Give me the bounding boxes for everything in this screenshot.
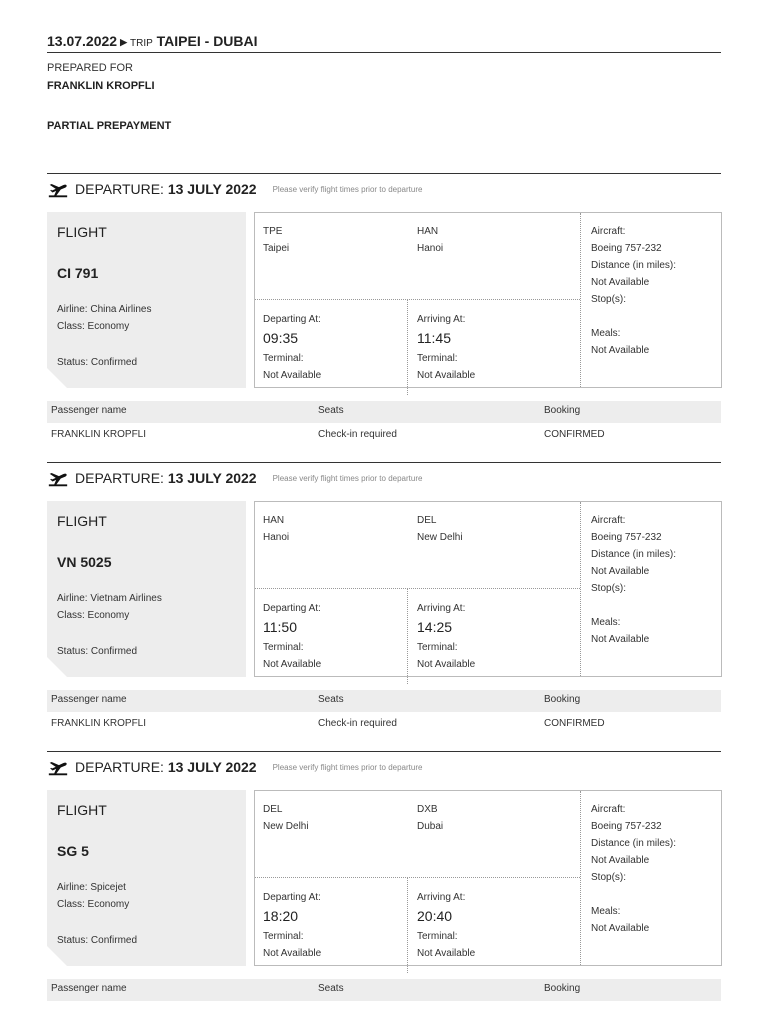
payment-status: PARTIAL PREPAYMENT xyxy=(47,120,172,132)
terminal-value: Not Available xyxy=(417,659,476,670)
flight-card xyxy=(47,790,246,966)
distance-label: Distance (in miles): xyxy=(591,838,677,849)
terminal-label: Terminal: xyxy=(417,642,458,653)
passenger-name-header: Passenger name xyxy=(51,405,127,416)
booking-value: CONFIRMED xyxy=(544,718,605,729)
divider xyxy=(255,588,580,589)
terminal-label: Terminal: xyxy=(417,931,458,942)
origin-code: TPE xyxy=(263,226,283,237)
arrival-time: 20:40 xyxy=(417,908,453,924)
origin-code: DEL xyxy=(263,804,283,815)
meals-value: Not Available xyxy=(591,345,650,356)
airplane-icon xyxy=(47,467,69,489)
flight-status: Status: Confirmed xyxy=(57,646,138,657)
airline: Airline: China Airlines xyxy=(57,304,152,315)
verify-note: Please verify flight times prior to departure xyxy=(272,762,423,772)
airplane-icon xyxy=(47,178,69,200)
aircraft-label: Aircraft: xyxy=(591,226,626,237)
meals-label: Meals: xyxy=(591,328,621,339)
airline: Airline: Vietnam Airlines xyxy=(57,593,162,604)
departure-label xyxy=(75,181,257,197)
flight-details xyxy=(254,212,722,388)
destination-city: New Delhi xyxy=(417,532,463,543)
flight-status: Status: Confirmed xyxy=(57,935,138,946)
flight-details xyxy=(254,501,722,677)
departure-time: 09:35 xyxy=(263,330,299,346)
booking-value: CONFIRMED xyxy=(544,429,605,440)
flight-status: Status: Confirmed xyxy=(57,357,138,368)
trip-date: 13.07.2022 xyxy=(47,33,118,49)
departure-terminal xyxy=(263,350,321,384)
departure-heading xyxy=(47,177,422,201)
terminal-label: Terminal: xyxy=(263,642,304,653)
booking-header: Booking xyxy=(544,983,581,994)
flight-details xyxy=(254,790,722,966)
destination xyxy=(417,512,463,546)
passenger-name: FRANKLIN KROPFLI xyxy=(51,718,147,729)
verify-note: Please verify flight times prior to departure xyxy=(272,184,423,194)
trip-label: TRIP xyxy=(130,38,153,49)
terminal-label: Terminal: xyxy=(263,353,304,364)
travel-class: Class: Economy xyxy=(57,610,130,621)
seats-value: Check-in required xyxy=(318,718,397,729)
passenger-name-header: Passenger name xyxy=(51,983,127,994)
departure-label xyxy=(75,759,257,775)
departure-word: DEPARTURE: xyxy=(75,181,164,197)
seats-header: Seats xyxy=(318,983,344,994)
passenger-name-header: Passenger name xyxy=(51,694,127,705)
passenger-table-header xyxy=(47,401,721,423)
departure-date: 13 JULY 2022 xyxy=(167,470,257,486)
divider xyxy=(580,213,581,387)
arrival-time: 11:45 xyxy=(417,330,451,346)
stops-label: Stop(s): xyxy=(591,294,627,305)
aircraft-value: Boeing 757-232 xyxy=(591,243,662,254)
destination-city: Hanoi xyxy=(417,243,444,254)
departing-label: Departing At: xyxy=(263,314,321,325)
departing-label: Departing At: xyxy=(263,892,321,903)
arrival-terminal xyxy=(417,639,475,673)
departure-word: DEPARTURE: xyxy=(75,470,164,486)
travel-class: Class: Economy xyxy=(57,321,130,332)
arriving-label: Arriving At: xyxy=(417,314,466,325)
departure-label xyxy=(75,470,257,486)
origin-code: HAN xyxy=(263,515,285,526)
destination xyxy=(417,801,443,835)
divider xyxy=(47,462,721,463)
flight-label: FLIGHT xyxy=(57,224,107,240)
origin xyxy=(263,801,309,835)
prepared-for-name: FRANKLIN KROPFLI xyxy=(47,80,155,92)
flight-label: FLIGHT xyxy=(57,513,107,529)
prepared-for-label: PREPARED FOR xyxy=(47,62,133,74)
origin-city: Taipei xyxy=(263,243,290,254)
origin xyxy=(263,512,289,546)
arriving-label: Arriving At: xyxy=(417,603,466,614)
terminal-value: Not Available xyxy=(263,659,322,670)
destination-code: DXB xyxy=(417,804,438,815)
card-fold xyxy=(47,368,67,388)
aircraft-label: Aircraft: xyxy=(591,515,626,526)
stops-label: Stop(s): xyxy=(591,872,627,883)
departure-time: 11:50 xyxy=(263,619,297,635)
distance-value: Not Available xyxy=(591,855,650,866)
card-fold xyxy=(47,946,67,966)
travel-class: Class: Economy xyxy=(57,899,130,910)
arrival-terminal xyxy=(417,928,475,962)
divider xyxy=(255,877,580,878)
terminal-label: Terminal: xyxy=(417,353,458,364)
divider xyxy=(47,173,721,174)
verify-note: Please verify flight times prior to departure xyxy=(272,473,423,483)
divider xyxy=(47,751,721,752)
passenger-table-header xyxy=(47,690,721,712)
divider xyxy=(407,588,408,684)
arrival-terminal xyxy=(417,350,475,384)
caret-right-icon: ▶ xyxy=(120,37,127,47)
distance-label: Distance (in miles): xyxy=(591,549,677,560)
flight-label: FLIGHT xyxy=(57,802,107,818)
aircraft-value: Boeing 757-232 xyxy=(591,821,662,832)
seats-header: Seats xyxy=(318,694,344,705)
divider xyxy=(580,791,581,965)
distance-value: Not Available xyxy=(591,277,650,288)
origin-city: Hanoi xyxy=(263,532,290,543)
origin-city: New Delhi xyxy=(263,821,309,832)
departing-label: Departing At: xyxy=(263,603,321,614)
meals-label: Meals: xyxy=(591,906,621,917)
card-fold xyxy=(47,657,67,677)
meals-value: Not Available xyxy=(591,923,650,934)
aircraft-label: Aircraft: xyxy=(591,804,626,815)
stops-label: Stop(s): xyxy=(591,583,627,594)
aircraft-info xyxy=(591,223,676,359)
seats-header: Seats xyxy=(318,405,344,416)
aircraft-info xyxy=(591,801,676,937)
origin xyxy=(263,223,289,257)
airline: Airline: Spicejet xyxy=(57,882,126,893)
terminal-label: Terminal: xyxy=(263,931,304,942)
distance-label: Distance (in miles): xyxy=(591,260,677,271)
departure-date: 13 JULY 2022 xyxy=(167,181,257,197)
aircraft-value: Boeing 757-232 xyxy=(591,532,662,543)
flight-number: VN 5025 xyxy=(57,554,112,570)
terminal-value: Not Available xyxy=(263,370,322,381)
arriving-label: Arriving At: xyxy=(417,892,466,903)
table-row xyxy=(47,714,721,736)
passenger-table-header xyxy=(47,979,721,1001)
airplane-icon xyxy=(47,756,69,778)
trip-header xyxy=(47,33,721,53)
flight-card xyxy=(47,212,246,388)
departure-heading xyxy=(47,466,422,490)
divider xyxy=(407,299,408,395)
departure-word: DEPARTURE: xyxy=(75,759,164,775)
flight-number: SG 5 xyxy=(57,843,89,859)
meals-label: Meals: xyxy=(591,617,621,628)
booking-header: Booking xyxy=(544,694,581,705)
table-row xyxy=(47,425,721,447)
booking-header: Booking xyxy=(544,405,581,416)
meals-value: Not Available xyxy=(591,634,650,645)
aircraft-info xyxy=(591,512,676,648)
spacer xyxy=(591,597,676,614)
departure-date: 13 JULY 2022 xyxy=(167,759,257,775)
departure-time: 18:20 xyxy=(263,908,299,924)
departure-heading xyxy=(47,755,422,779)
divider xyxy=(255,299,580,300)
trip-route: TAIPEI - DUBAI xyxy=(156,33,258,49)
divider xyxy=(580,502,581,676)
destination-code: DEL xyxy=(417,515,437,526)
destination-city: Dubai xyxy=(417,821,444,832)
seats-value: Check-in required xyxy=(318,429,397,440)
departure-terminal xyxy=(263,928,321,962)
divider xyxy=(407,877,408,973)
terminal-value: Not Available xyxy=(417,370,476,381)
flight-card xyxy=(47,501,246,677)
spacer xyxy=(591,886,676,903)
destination-code: HAN xyxy=(417,226,439,237)
spacer xyxy=(591,308,676,325)
arrival-time: 14:25 xyxy=(417,619,453,635)
departure-terminal xyxy=(263,639,321,673)
passenger-name: FRANKLIN KROPFLI xyxy=(51,429,147,440)
distance-value: Not Available xyxy=(591,566,650,577)
terminal-value: Not Available xyxy=(263,948,322,959)
terminal-value: Not Available xyxy=(417,948,476,959)
destination xyxy=(417,223,443,257)
flight-number: CI 791 xyxy=(57,265,99,281)
